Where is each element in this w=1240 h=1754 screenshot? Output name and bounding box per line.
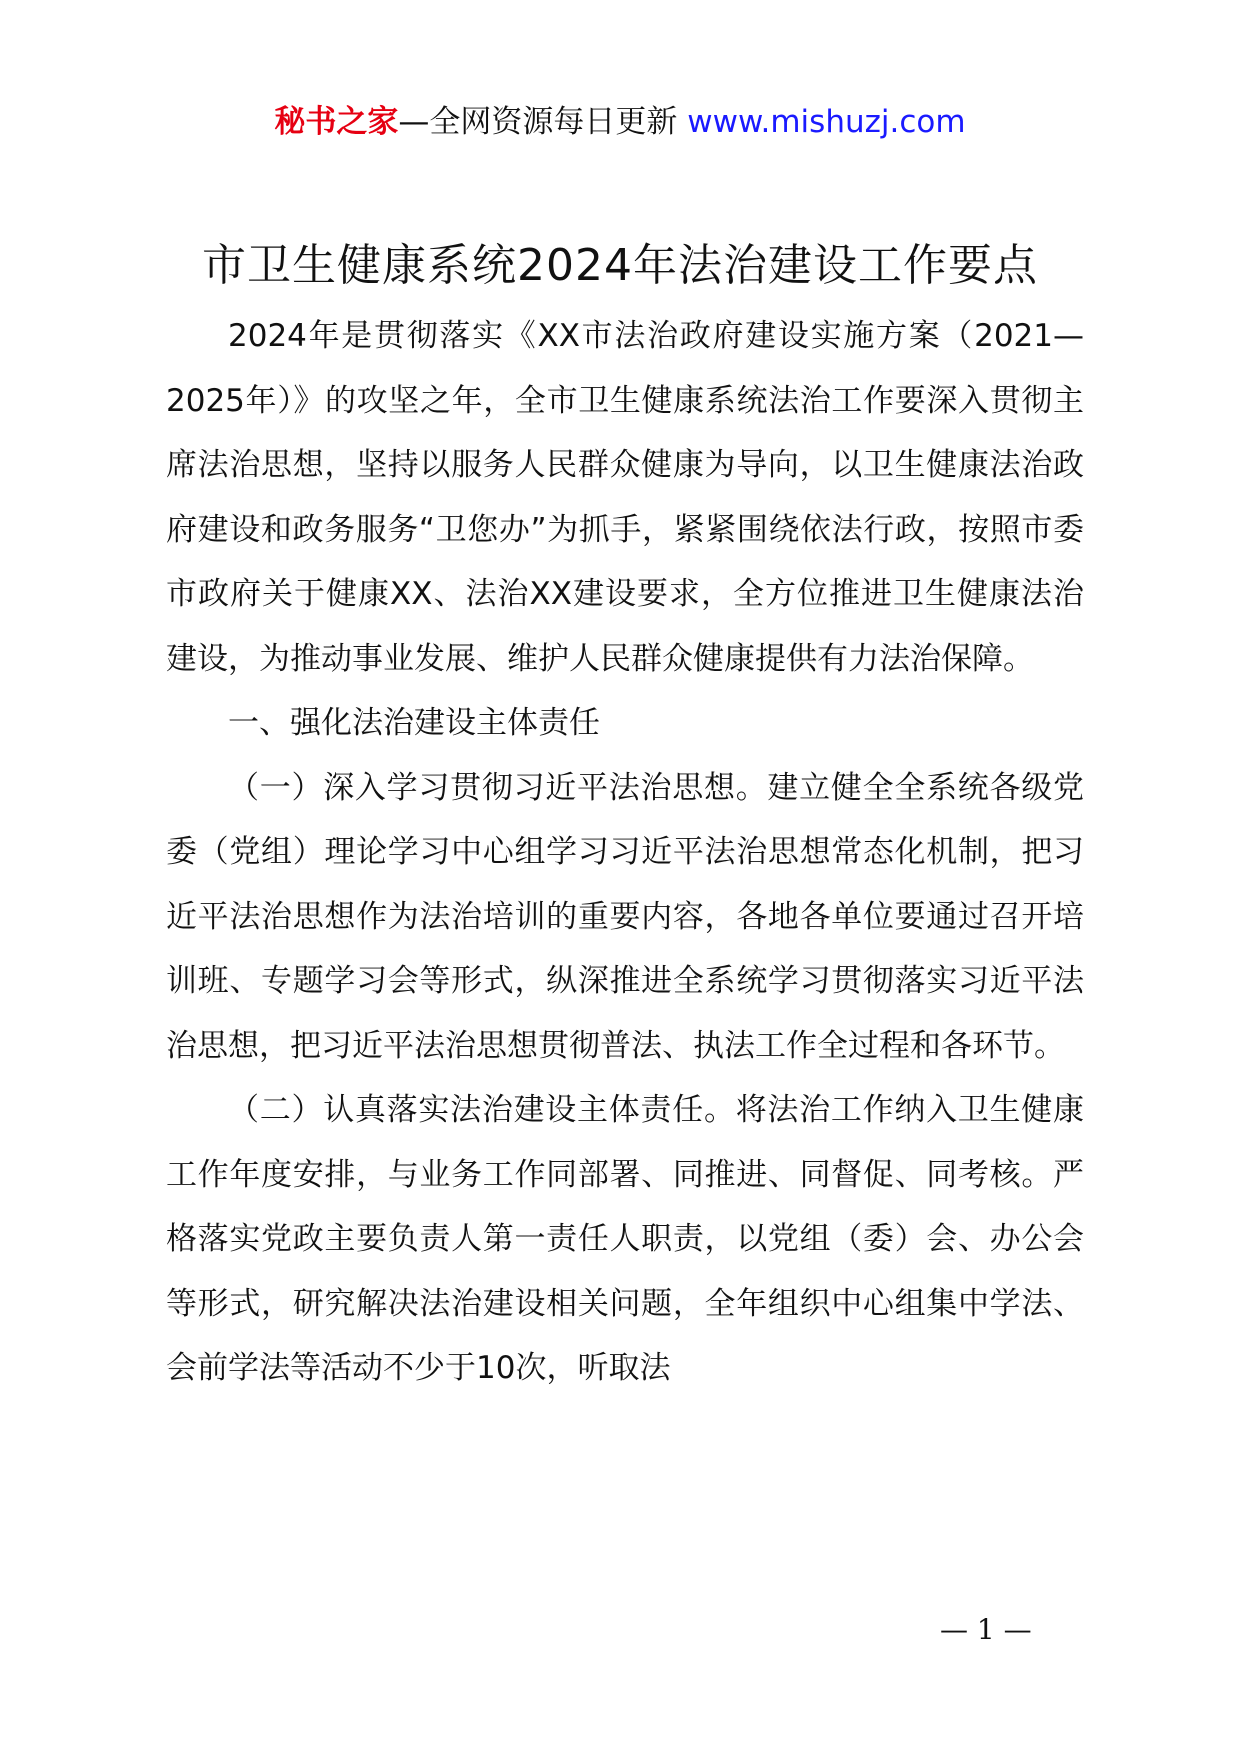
header-banner — [0, 100, 1240, 144]
page-number: — 1 — — [940, 1613, 1032, 1646]
section-heading: 一、强化法治建设主体责任 — [228, 705, 600, 741]
document-body — [166, 304, 1084, 1401]
header-tagline: —全网资源每日更新 — [398, 104, 688, 140]
intro-paragraph: 2024年是贯彻落实《XX市法治政府建设实施方案（2021—2025年）》的攻坚之年，全市卫生健康系统法治工作要深入贯彻主席法治思想，坚持以服务人民群众健康为导向，以卫生健康法治政府建设和政务服务“卫您办”为抓手，紧紧围绕依法行政，按照市委市政府关于健康XX、法治XX建设要求，全方位推进卫生健康法治建设，为推动事业发展、维护人民群众健康提供有力法治保障。 — [166, 318, 1084, 677]
body-paragraph: （一）深入学习贯彻习近平法治思想。建立健全全系统各级党委（党组）理论学习中心组学习习近平法治思想常态化机制，把习近平法治思想作为法治培训的重要内容，各地各单位要通过召开培训班、专题学习会等形式，纵深推进全系统学习贯彻落实习近平法治思想，把习近平法治思想贯彻普法、执法工作全过程和各环节。 — [166, 769, 1084, 1064]
body-paragraph: （二）认真落实法治建设主体责任。将法治工作纳入卫生健康工作年度安排，与业务工作同部署、同推进、同督促、同考核。严格落实党政主要负责人第一责任人职责，以党组（委）会、办公会等形式，研究解决法治建设相关问题，全年组织中心组集中学法、会前学法等活动不少于10次，听取法 — [166, 1092, 1084, 1386]
document-title: 市卫生健康系统2024年法治建设工作要点 — [202, 240, 1038, 291]
brand-name: 秘书之家 — [274, 104, 399, 140]
site-url-link[interactable]: www.mishuzj.com — [687, 104, 966, 140]
